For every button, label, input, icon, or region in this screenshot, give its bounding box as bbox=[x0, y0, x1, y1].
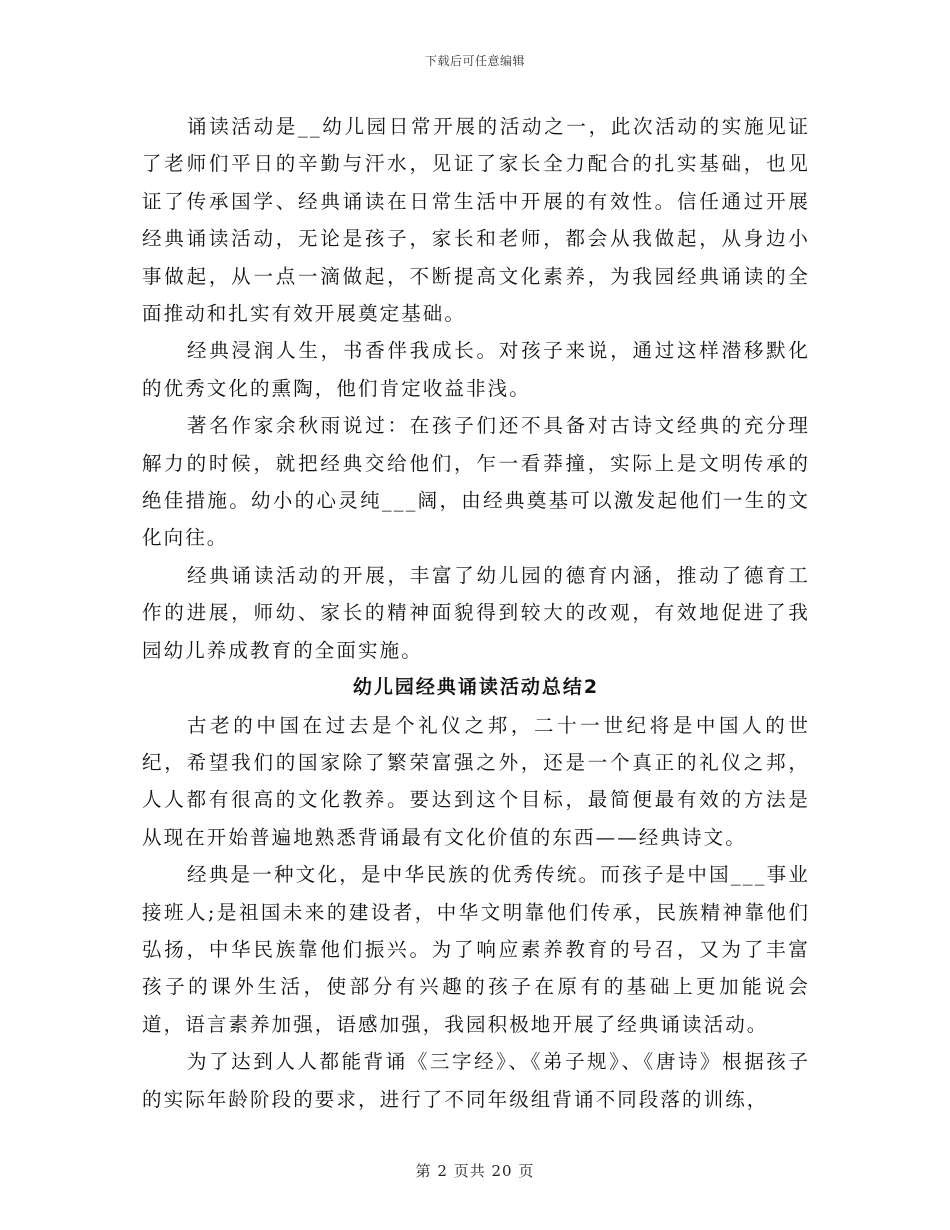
paragraph: 经典是一种文化，是中华民族的优秀传统。而孩子是中国___事业接班人;是祖国未来的建设者，中华文明靠他们传承，民族精神靠他们弘扬，中华民族靠他们振兴。为了响应素养教育的号召，又为了丰富孩子的课外生活，使部分有兴趣的孩子在原有的基础上更加能说会道，语言素养加强，语感加强，我园积极地开展了经典诵读活动。 bbox=[142, 863, 810, 1036]
paragraph: 著名作家余秋雨说过：在孩子们还不具备对古诗文经典的充分理解力的时候，就把经典交给他们，乍一看莽撞，实际上是文明传承的绝佳措施。幼小的心灵纯___阔，由经典奠基可以激发起他们一生的文化向往。 bbox=[142, 414, 810, 550]
section-title: 幼儿园经典诵读活动总结2 bbox=[352, 676, 600, 699]
page-footer: 第 2 页共 20 页 bbox=[415, 1162, 535, 1180]
page-header: 下载后可任意编辑 bbox=[424, 54, 525, 68]
paragraph: 诵读活动是__幼儿园日常开展的活动之一，此次活动的实施见证了老师们平日的辛勤与汗水，见证了家长全力配合的扎实基础，也见证了传承国学、经典诵读在日常生活中开展的有效性。信任通过开展经典诵读活动，无论是孩子，家长和老师，都会从我做起，从身边小事做起，从一点一滴做起，不断提高文化素养，为我园经典诵读的全面推动和扎实有效开展奠定基础。 bbox=[142, 115, 810, 326]
paragraph: 经典诵读活动的开展，丰富了幼儿园的德育内涵，推动了德育工作的进展，师幼、家长的精神面貌得到较大的改观，有效地促进了我园幼儿养成教育的全面实施。 bbox=[142, 563, 810, 662]
document-body bbox=[142, 108, 810, 1118]
paragraph: 古老的中国在过去是个礼仪之邦，二十一世纪将是中国人的世纪，希望我们的国家除了繁荣富强之外，还是一个真正的礼仪之邦，人人都有很高的文化教养。要达到这个目标，最简便最有效的方法是从现在开始普遍地熟悉背诵最有文化价值的东西——经典诗文。 bbox=[142, 713, 810, 849]
paragraph: 经典浸润人生，书香伴我成长。对孩子来说，通过这样潜移默化的优秀文化的熏陶，他们肯定收益非浅。 bbox=[142, 339, 810, 400]
paragraph: 为了达到人人都能背诵《三字经》、《弟子规》、《唐诗》根据孩子的实际年龄阶段的要求，进行了不同年级组背诵不同段落的训练， bbox=[142, 1050, 810, 1111]
